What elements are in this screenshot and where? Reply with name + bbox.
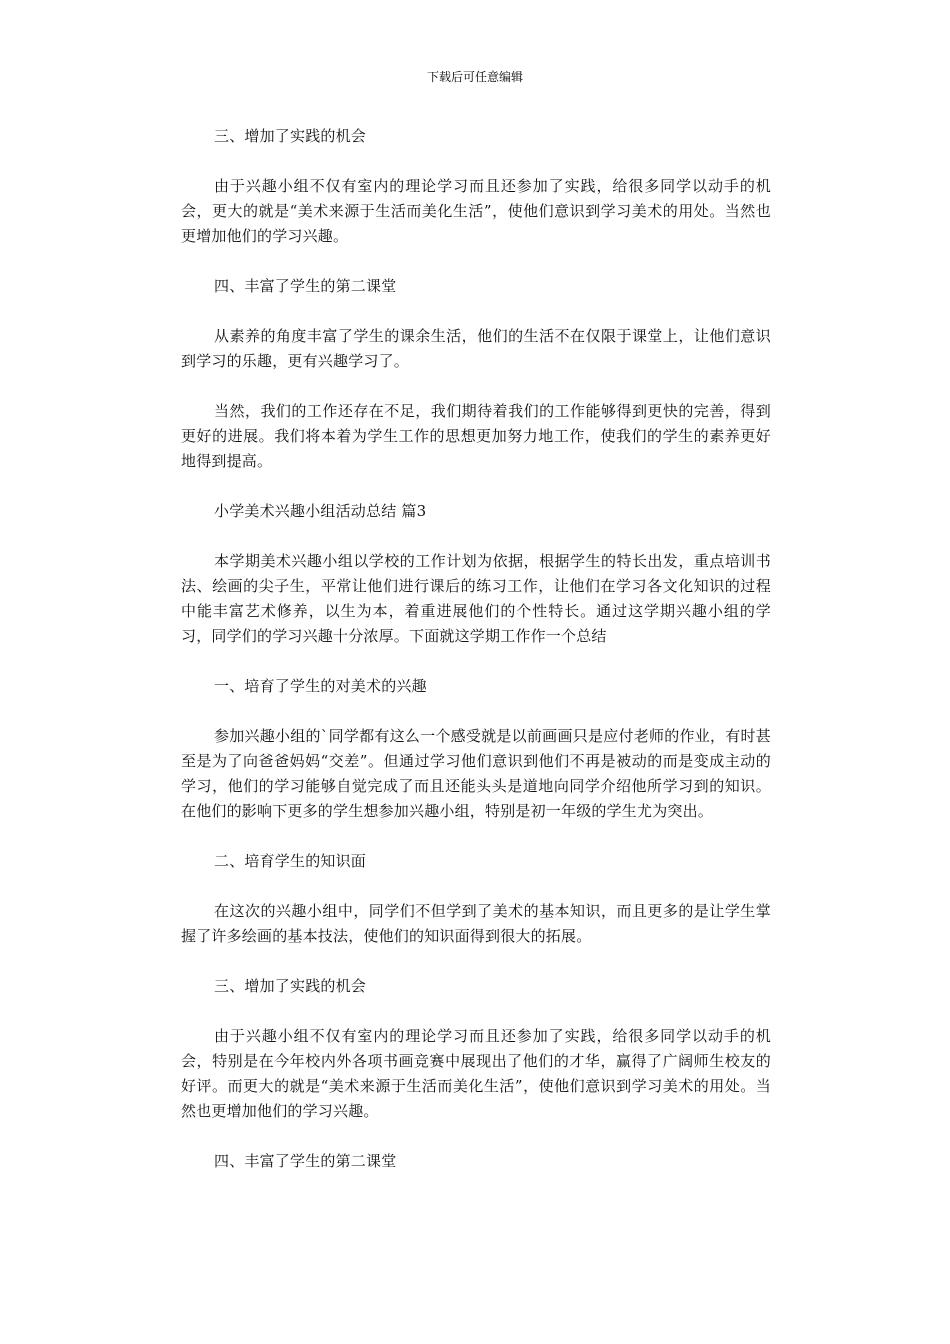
section-heading: 一、培育了学生的对美术的兴趣 bbox=[214, 677, 427, 695]
section-heading: 三、增加了实践的机会 bbox=[214, 127, 367, 145]
body-paragraph: 由于兴趣小组不仅有室内的理论学习而且还参加了实践，给很多同学以动手的机会，特别是在今年校内外各项书画竞赛中展现出了他们的才华，赢得了广阔师生校友的好评。而更大的就是“美术来源于生活而美化生活”，使他们意识到学习美术的用处。当然也更增加他们的学习兴趣。 bbox=[181, 1027, 771, 1120]
body-paragraph: 当然，我们的工作还存在不足，我们期待着我们的工作能够得到更快的完善，得到更好的进展。我们将本着为学生工作的思想更加努力地工作，使我们的学生的素养更好地得到提高。 bbox=[181, 402, 771, 470]
page-header: 下载后可任意编辑 bbox=[426, 70, 523, 84]
article-title: 小学美术兴趣小组活动总结 篇3 bbox=[214, 502, 427, 520]
document-body bbox=[181, 124, 771, 1174]
section-heading: 四、丰富了学生的第二课堂 bbox=[214, 277, 397, 295]
body-paragraph: 本学期美术兴趣小组以学校的工作计划为依据，根据学生的特长出发，重点培训书法、绘画的尖子生，平常让他们进行课后的练习工作，让他们在学习各文化知识的过程中能丰富艺术修养，以生为本，着重进展他们的个性特长。通过这学期兴趣小组的学习，同学们的学习兴趣十分浓厚。下面就这学期工作作一个总结 bbox=[181, 552, 771, 645]
body-paragraph: 参加兴趣小组的`同学都有这么一个感受就是以前画画只是应付老师的作业，有时甚至是为了向爸爸妈妈“交差”。但通过学习他们意识到他们不再是被动的而是变成主动的学习，他们的学习能够自觉完成了而且还能头头是道地向同学介绍他所学习到的知识。在他们的影响下更多的学生想参加兴趣小组，特别是初一年级的学生尤为突出。 bbox=[181, 727, 771, 820]
body-paragraph: 从素养的角度丰富了学生的课余生活，他们的生活不在仅限于课堂上，让他们意识到学习的乐趣，更有兴趣学习了。 bbox=[181, 327, 771, 370]
body-paragraph: 由于兴趣小组不仅有室内的理论学习而且还参加了实践，给很多同学以动手的机会，更大的就是“美术来源于生活而美化生活”，使他们意识到学习美术的用处。当然也更增加他们的学习兴趣。 bbox=[181, 177, 771, 245]
section-heading: 四、丰富了学生的第二课堂 bbox=[214, 1152, 397, 1170]
section-heading: 二、培育学生的知识面 bbox=[214, 852, 367, 870]
section-heading: 三、增加了实践的机会 bbox=[214, 977, 367, 995]
body-paragraph: 在这次的兴趣小组中，同学们不但学到了美术的基本知识，而且更多的是让学生掌握了许多绘画的基本技法，使他们的知识面得到很大的拓展。 bbox=[181, 902, 771, 945]
